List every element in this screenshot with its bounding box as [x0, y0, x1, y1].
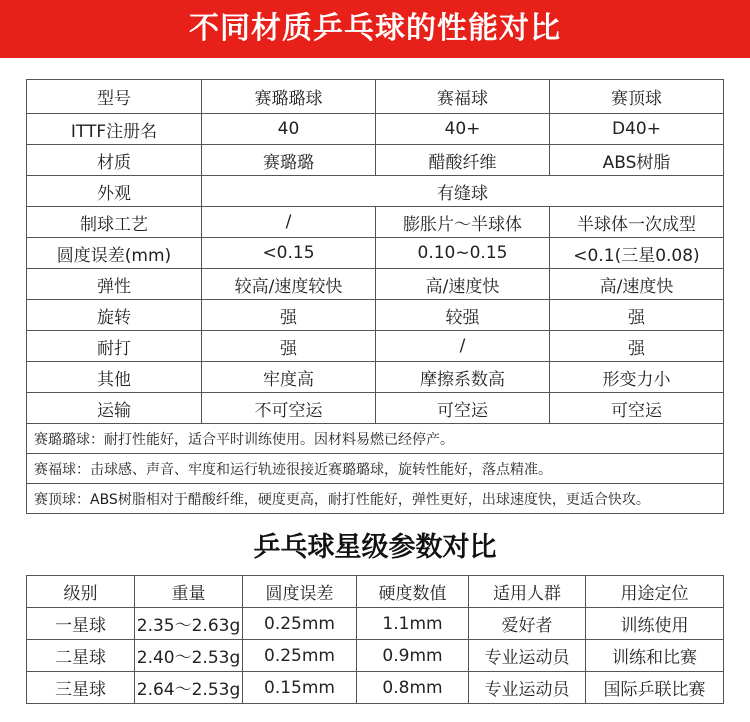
row-label: 圆度误差(mm): [27, 238, 202, 269]
table-cell: 高/速度快: [376, 269, 550, 300]
table-row: [27, 640, 724, 672]
table-cell: /: [202, 207, 376, 238]
table-cell: 可空运: [376, 393, 550, 424]
table-cell: 强: [202, 300, 376, 331]
table-cell: 形变力小: [550, 362, 724, 393]
row-label: 耐打: [27, 331, 202, 362]
header-cell: 级别: [27, 576, 135, 608]
table-cell: 高/速度快: [550, 269, 724, 300]
table-row: [27, 300, 724, 331]
table-cell: 2.40～2.53g: [135, 640, 243, 672]
row-label: 材质: [27, 145, 202, 176]
row-label: 一星球: [27, 608, 135, 640]
material-comparison-table: [26, 79, 724, 514]
row-label: ITTF注册名: [27, 114, 202, 145]
table-cell: 0.9mm: [357, 640, 469, 672]
note-celluloid: 赛璐璐球：耐打性能好，适合平时训练使用。因材料易燃已经停产。: [27, 424, 724, 454]
table-cell: 40+: [376, 114, 550, 145]
header-cell: 赛顶球: [550, 80, 724, 114]
table-cell: 专业运动员: [469, 640, 586, 672]
table-cell: 较强: [376, 300, 550, 331]
table-row: [27, 331, 724, 362]
table-cell: 摩擦系数高: [376, 362, 550, 393]
row-label: 外观: [27, 176, 202, 207]
table-cell: 0.25mm: [243, 640, 357, 672]
table-cell: ABS树脂: [550, 145, 724, 176]
page-banner-title: 不同材质乒乓球的性能对比: [0, 0, 750, 58]
merged-cell: 有缝球: [202, 176, 724, 207]
table-cell: <0.1(三星0.08): [550, 238, 724, 269]
note-cellulose-acetate: 赛福球：击球感、声音、牢度和运行轨迹很接近赛璐璐球，旋转性能好，落点精准。: [27, 454, 724, 484]
table-cell: 可空运: [550, 393, 724, 424]
table-row: [27, 393, 724, 424]
table-cell: 赛璐璐: [202, 145, 376, 176]
table-cell: 训练使用: [586, 608, 724, 640]
header-cell: 用途定位: [586, 576, 724, 608]
header-cell: 硬度数值: [357, 576, 469, 608]
star-grade-table: [26, 575, 724, 704]
table-cell: 40: [202, 114, 376, 145]
table-cell: 2.35～2.63g: [135, 608, 243, 640]
header-cell: 重量: [135, 576, 243, 608]
table-row: [27, 238, 724, 269]
table-cell: D40+: [550, 114, 724, 145]
table-row: [27, 176, 724, 207]
row-label: 二星球: [27, 640, 135, 672]
table-row: [27, 608, 724, 640]
table-cell: 0.8mm: [357, 672, 469, 704]
table-cell: 2.64～2.53g: [135, 672, 243, 704]
table-cell: 强: [550, 300, 724, 331]
row-label: 制球工艺: [27, 207, 202, 238]
table-cell: 醋酸纤维: [376, 145, 550, 176]
table-row: [27, 362, 724, 393]
row-label: 旋转: [27, 300, 202, 331]
table-row: [27, 207, 724, 238]
table-cell: 不可空运: [202, 393, 376, 424]
table-cell: 强: [202, 331, 376, 362]
table-cell: 1.1mm: [357, 608, 469, 640]
table-cell: 0.25mm: [243, 608, 357, 640]
note-abs: 赛顶球：ABS树脂相对于醋酸纤维，硬度更高，耐打性能好，弹性更好，出球速度快，更适合快攻。: [27, 484, 724, 514]
table-cell: 专业运动员: [469, 672, 586, 704]
row-label: 弹性: [27, 269, 202, 300]
table-cell: 半球体一次成型: [550, 207, 724, 238]
table-row: [27, 145, 724, 176]
note-row: [27, 484, 724, 514]
table-header-row: [27, 80, 724, 114]
table-cell: 国际乒联比赛: [586, 672, 724, 704]
note-row: [27, 454, 724, 484]
table-row: [27, 672, 724, 704]
header-cell: 型号: [27, 80, 202, 114]
table-cell: 爱好者: [469, 608, 586, 640]
header-cell: 赛璐璐球: [202, 80, 376, 114]
table-cell: 0.15mm: [243, 672, 357, 704]
table-cell: <0.15: [202, 238, 376, 269]
table-header-row: [27, 576, 724, 608]
table-cell: 较高/速度较快: [202, 269, 376, 300]
table-cell: 强: [550, 331, 724, 362]
row-label: 三星球: [27, 672, 135, 704]
section-title-star-grade: 乒乓球星级参数对比: [253, 532, 497, 563]
header-cell: 赛福球: [376, 80, 550, 114]
table-row: [27, 114, 724, 145]
header-cell: 适用人群: [469, 576, 586, 608]
row-label: 其他: [27, 362, 202, 393]
table-cell: 0.10~0.15: [376, 238, 550, 269]
table-row: [27, 269, 724, 300]
header-cell: 圆度误差: [243, 576, 357, 608]
table-cell: 训练和比赛: [586, 640, 724, 672]
note-row: [27, 424, 724, 454]
table-cell: 膨胀片～半球体: [376, 207, 550, 238]
table-cell: 牢度高: [202, 362, 376, 393]
table-cell: /: [376, 331, 550, 362]
row-label: 运输: [27, 393, 202, 424]
